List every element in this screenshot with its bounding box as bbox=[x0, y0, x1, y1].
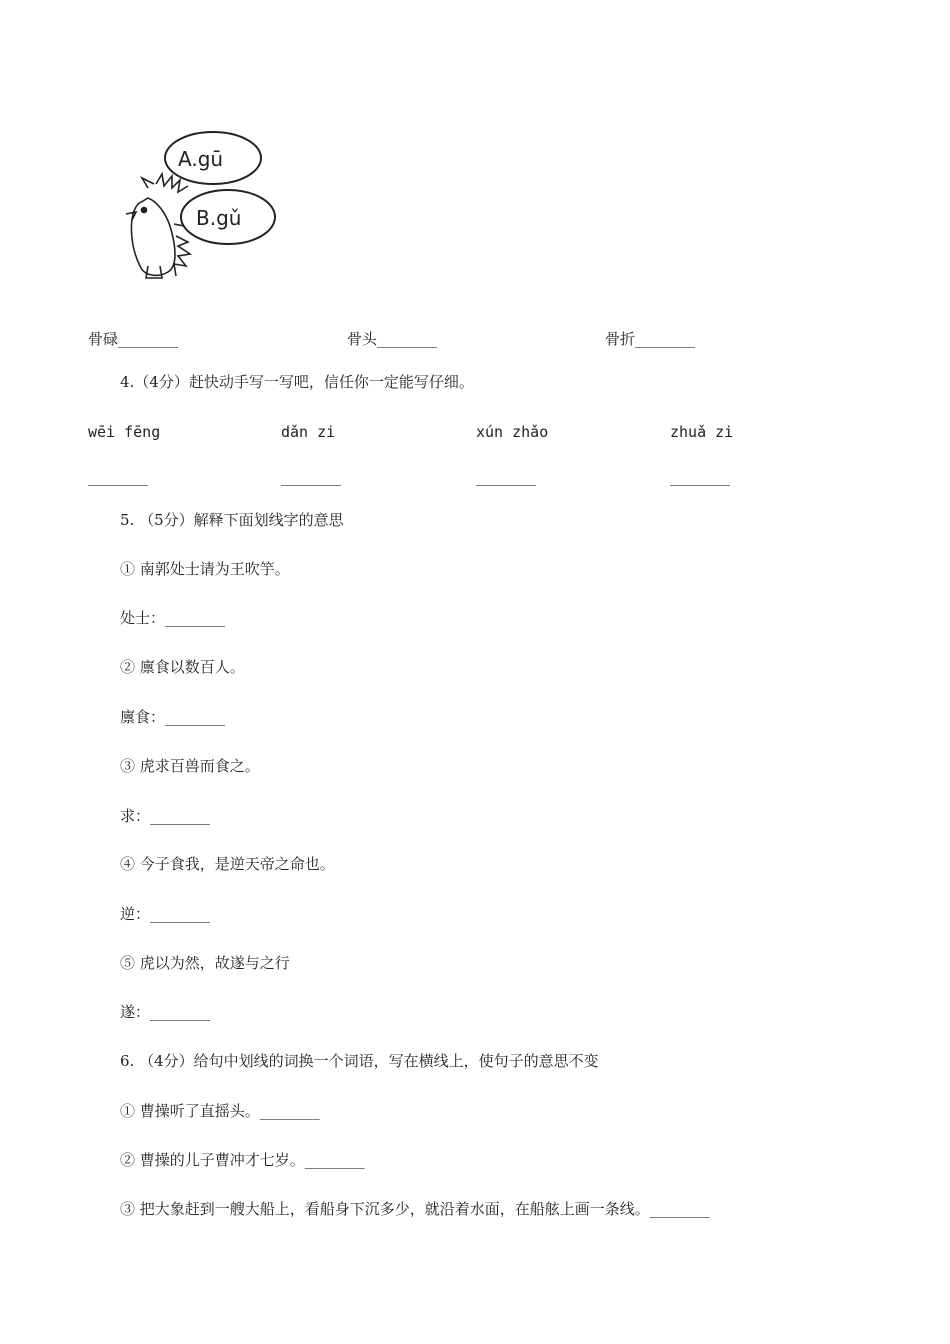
q5-word-5: 遂： bbox=[120, 1003, 151, 1021]
q4-blank-1[interactable]: ________ bbox=[88, 468, 148, 486]
q4-pinyin-3: xún zhǎo bbox=[476, 423, 549, 441]
q6-item-1 bbox=[120, 1100, 320, 1121]
hedgehog-illustration bbox=[118, 126, 288, 286]
q6-title: 6. （4分）给句中划线的词换一个词语，写在横线上，使句子的意思不变 bbox=[120, 1052, 599, 1070]
q4-title: 4.（4分）赶快动手写一写吧，信任你一定能写仔细。 bbox=[120, 373, 474, 391]
q3-word-3-blank[interactable]: ________ bbox=[635, 330, 696, 348]
q5-word-3: 求： bbox=[120, 807, 151, 825]
q5-blank-3[interactable]: ________ bbox=[150, 807, 211, 825]
q5-blank-2[interactable]: ________ bbox=[165, 708, 226, 726]
q6-blank-1[interactable]: ________ bbox=[259, 1102, 320, 1120]
q3-word-1-text: 骨碌 bbox=[88, 330, 119, 348]
q5-sentence-5: ⑤ 虎以为然，故遂与之行 bbox=[120, 954, 290, 972]
q5-word-2: 廪食： bbox=[120, 708, 166, 726]
q4-blank-3[interactable]: ________ bbox=[476, 468, 536, 486]
q5-blank-4[interactable]: ________ bbox=[150, 905, 211, 923]
q4-blank-2[interactable]: ________ bbox=[281, 468, 341, 486]
q6-item-2 bbox=[120, 1149, 365, 1170]
q5-sentence-1: ① 南郭处士请为王吹竽。 bbox=[120, 560, 290, 578]
q5-sentence-4: ④ 今子食我，是逆天帝之命也。 bbox=[120, 855, 335, 873]
q6-sentence-1: ① 曹操听了直摇头。 bbox=[120, 1102, 260, 1120]
q3-word-2-blank[interactable]: ________ bbox=[377, 330, 438, 348]
q4-pinyin-1: wēi fēng bbox=[88, 423, 161, 441]
q5-sentence-2: ② 廪食以数百人。 bbox=[120, 658, 245, 676]
bubble-b-label: B.gǔ bbox=[196, 206, 242, 230]
q6-sentence-3: ③ 把大象赶到一艘大船上，看船身下沉多少，就沿着水面，在船舷上画一条线。 bbox=[120, 1200, 650, 1218]
q3-word-1-blank[interactable]: ________ bbox=[118, 330, 179, 348]
q5-word-4: 逆： bbox=[120, 905, 151, 923]
bubble-a-label: A.gū bbox=[178, 147, 224, 171]
q5-answer-3 bbox=[120, 805, 210, 826]
q3-word-1 bbox=[88, 328, 178, 349]
q6-item-3 bbox=[120, 1198, 710, 1219]
q5-blank-1[interactable]: ________ bbox=[165, 609, 226, 627]
q5-answer-5 bbox=[120, 1001, 210, 1022]
q5-word-1: 处士： bbox=[120, 609, 166, 627]
q5-answer-4 bbox=[120, 903, 210, 924]
hedgehog-icon bbox=[126, 174, 190, 278]
q4-blank-4[interactable]: ________ bbox=[670, 468, 730, 486]
q3-word-3 bbox=[605, 328, 695, 349]
q5-answer-1 bbox=[120, 607, 225, 628]
q3-word-3-text: 骨折 bbox=[605, 330, 636, 348]
q5-sentence-3: ③ 虎求百兽而食之。 bbox=[120, 757, 260, 775]
q4-pinyin-2: dǎn zi bbox=[281, 423, 336, 441]
q5-title: 5. （5分）解释下面划线字的意思 bbox=[120, 511, 344, 529]
q6-blank-2[interactable]: ________ bbox=[304, 1151, 365, 1169]
q6-blank-3[interactable]: ________ bbox=[649, 1200, 710, 1218]
q4-pinyin-4: zhuǎ zi bbox=[670, 423, 734, 441]
q6-sentence-2: ② 曹操的儿子曹冲才七岁。 bbox=[120, 1151, 305, 1169]
q5-blank-5[interactable]: ________ bbox=[150, 1003, 211, 1021]
q5-answer-2 bbox=[120, 706, 225, 727]
q3-word-2 bbox=[347, 328, 437, 349]
q3-word-2-text: 骨头 bbox=[347, 330, 378, 348]
